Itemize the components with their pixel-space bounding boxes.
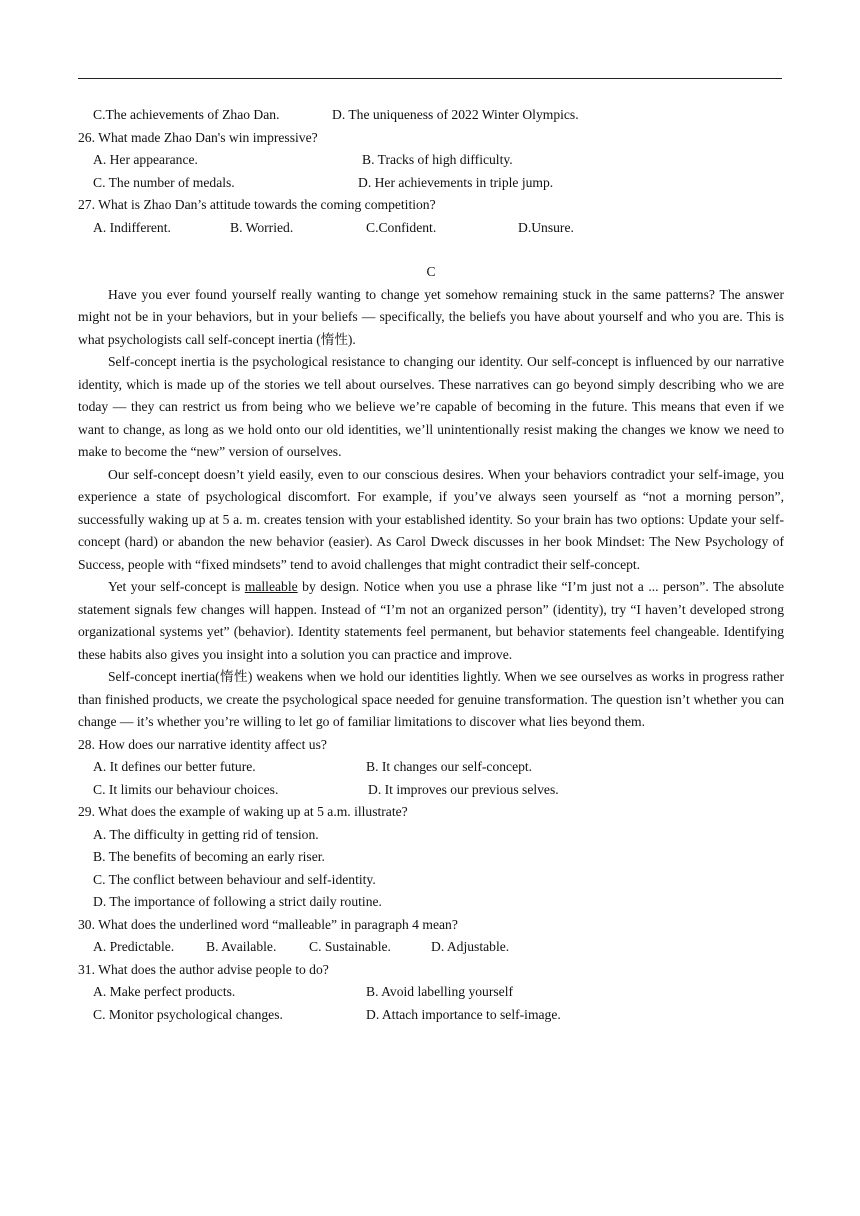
header-rule [78,78,782,79]
passage-paragraph-2: Self-concept inertia is the psychological resistance to changing our identity. Our self-concept is influenced by our narrative identity, which is made up of the stories we tell about ourselves. These narratives can go beyond simply describing who we are today — they can restrict us from being who we believe we’re capable of becoming in the future. This means that even if we want to change, as long as we hold onto our old identities, we’ll unintentionally resist making the changes we know we need to make to become the “new” version of ourselves. [78,354,784,459]
passage-paragraph-4 [78,576,784,666]
q28-option-c: C. It limits our behaviour choices. [93,781,279,797]
passage-paragraph-5: Self-concept inertia(惰性) weakens when we hold our identities lightly. When we see ourselves as works in progress rather than finished products, we create the psychological space needed for genuine transformation. The question isn’t whether you can change — it’s whether you’re willing to let go of familiar limitations to discover what lies beyond them. [78,669,784,729]
q26-option-d: D. Her achievements in triple jump. [358,174,554,190]
q29-option-c: C. The conflict between behaviour and self-identity. [93,871,376,887]
q28-option-a: A. It defines our better future. [93,759,256,774]
q29-option-b: B. The benefits of becoming an early riser. [93,849,325,864]
q31-options-cd [78,1004,784,1027]
q29-option-a-row [78,824,784,847]
q31-options-ab [78,981,784,1004]
exam-page [78,104,784,1026]
q30-option-a: A. Predictable. [93,939,175,954]
q30-question: 30. What does the underlined word “malleable” in paragraph 4 mean? [78,916,458,932]
q31-option-d: D. Attach importance to self-image. [366,1006,561,1022]
q31-option-a: A. Make perfect products. [93,984,236,999]
q28-options-ab [78,756,784,779]
q28-options-cd [78,779,784,802]
q25-option-d: D. The uniqueness of 2022 Winter Olympics. [332,107,579,122]
q29-option-c-row [78,869,784,892]
q31-question: 31. What does the author advise people to do? [78,961,329,977]
section-heading: C [426,264,436,279]
q25-options-cd [78,104,784,127]
q26-option-a: A. Her appearance. [93,152,198,167]
q26-options-ab [78,149,784,172]
q28-question: 28. How does our narrative identity affect us? [78,736,327,752]
q29-option-d-row [78,891,784,914]
q27-option-b: B. Worried. [230,219,294,235]
passage-paragraph-1: Have you ever found yourself really wanting to change yet somehow remaining stuck in the same patterns? The answer might not be in your behaviors, but in your beliefs — specifically, the beliefs you have about yourself and who you are. This is what psychologists call self-concept inertia (惰性). [78,286,784,347]
q30-option-c: C. Sustainable. [309,939,391,954]
q27-question: 27. What is Zhao Dan’s attitude towards the coming competition? [78,197,436,212]
q28-option-b: B. It changes our self-concept. [366,759,533,774]
q29-question: 29. What does the example of waking up at 5 a.m. illustrate? [78,804,408,819]
paragraph-4-rest: by design. Notice when you use a phrase like “I’m just not a ... person”. The absolute statement signals few changes will happen. Instead of “I’m not an organized person” (identity), try “I haven’t developed strong organizational systems yet” (behavior). Identity statements feel permanent, but behavior statements feel changeable. Identifying these habits also gives you insight into a solution you can practice and improve. [78,579,784,662]
q25-option-c: C.The achievements of Zhao Dan. [93,107,280,122]
q30-option-d: D. Adjustable. [431,939,510,954]
q26-option-b: B. Tracks of high difficulty. [362,152,513,167]
q27-option-a: A. Indifferent. [93,219,171,235]
q29-option-b-row [78,846,784,869]
passage-paragraph-3: Our self-concept doesn’t yield easily, even to our conscious desires. When your behaviors contradict your self-image, you experience a state of psychological discomfort. For example, if you’ve always seen yourself as “not a morning person”, successfully waking up at 5 a. m. creates tension with your established identity. So your brain has two options: Update your self-concept (hard) or abandon the new behavior (easier). As Carol Dweck discusses in her book Mindset: The New Psychology of Success, people with “fixed mindsets” tend to avoid challenges that might contradict their self-concept. [78,466,784,572]
q31-option-b: B. Avoid labelling yourself [366,984,513,999]
q31-option-c: C. Monitor psychological changes. [93,1006,283,1022]
paragraph-4-lead: Yet your self-concept is [108,579,245,594]
q26-options-cd [78,172,784,195]
q26-option-c: C. The number of medals. [93,174,235,190]
q27-option-d: D.Unsure. [518,219,574,235]
q30-option-b: B. Available. [206,939,277,954]
q27-options [78,217,784,240]
q30-options [78,936,784,959]
q28-option-d: D. It improves our previous selves. [368,781,559,797]
q27-option-c: C.Confident. [366,219,437,235]
q29-option-a: A. The difficulty in getting rid of tension. [93,826,319,842]
q26-question: 26. What made Zhao Dan's win impressive? [78,129,318,145]
q29-option-d: D. The importance of following a strict daily routine. [93,894,382,909]
underlined-word: malleable [244,579,298,594]
